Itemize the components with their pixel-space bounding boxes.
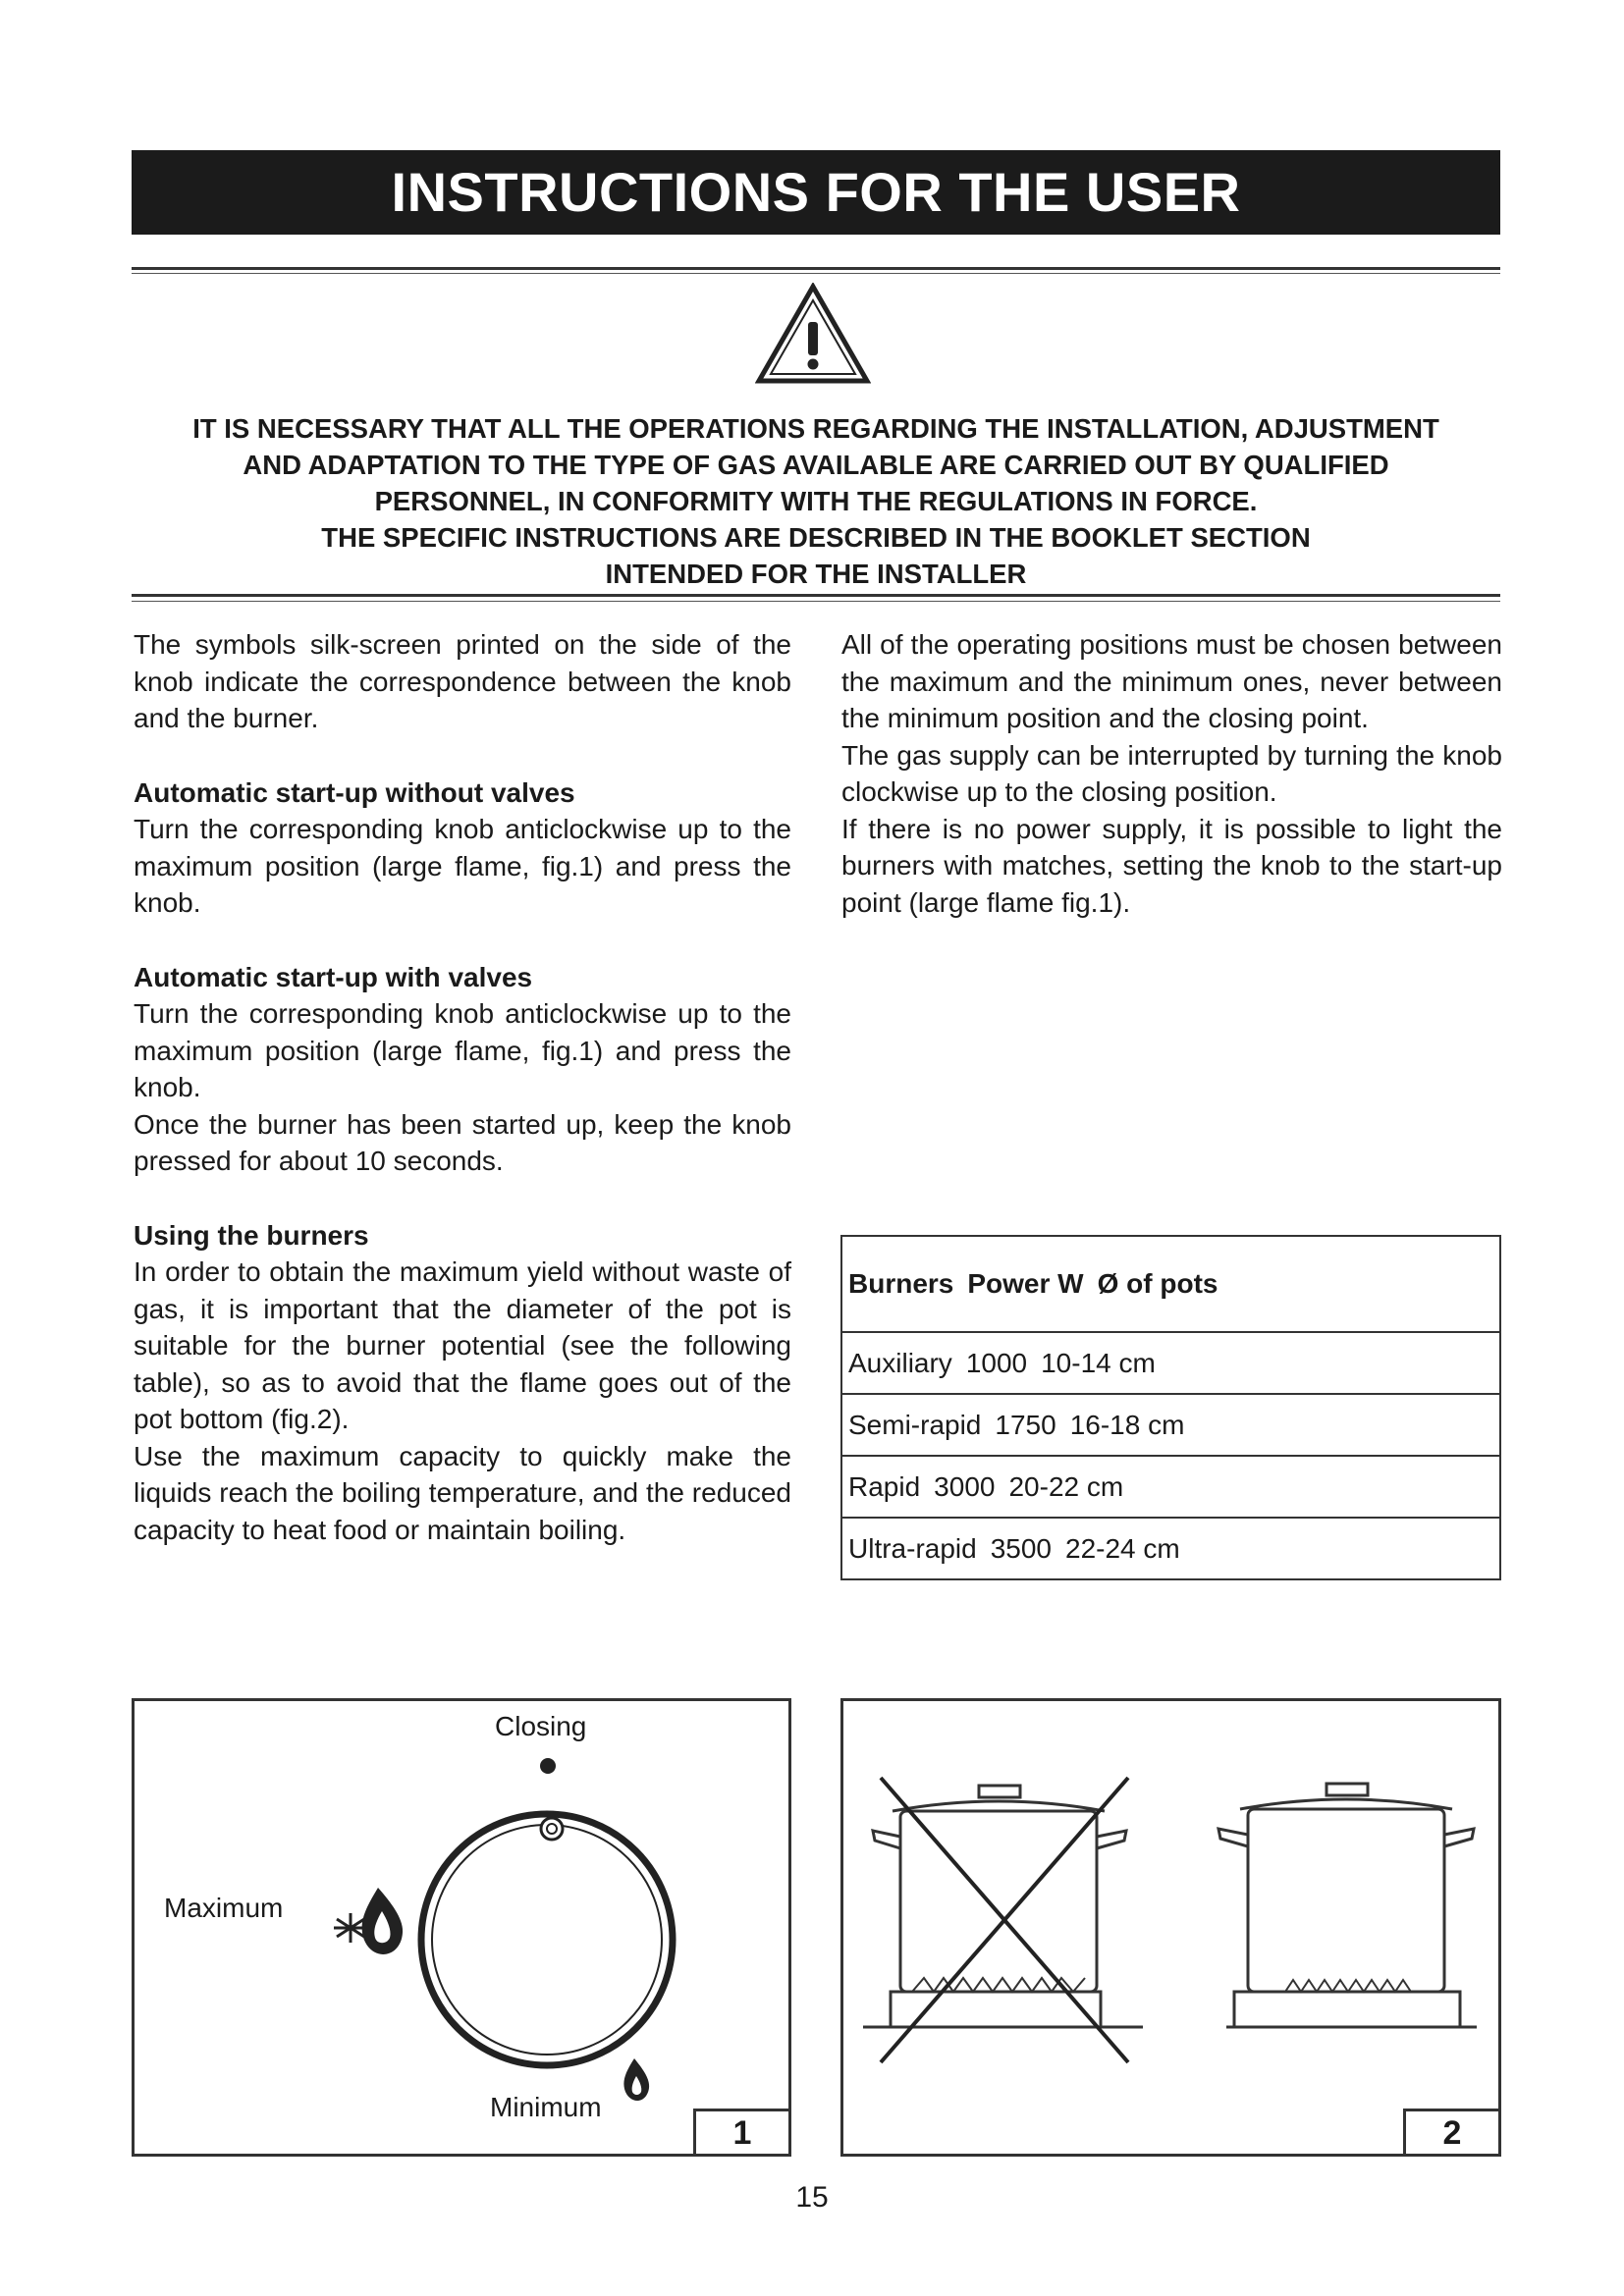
figure-1-knob [132,1698,791,2157]
figure-number-2: 2 [1403,2109,1501,2157]
right-paragraph-2: The gas supply can be interrupted by turning the knob clockwise up to the closing position. [841,739,1502,807]
knob-outer-ring [421,1814,673,2065]
notice-line-2: AND ADAPTATION TO THE TYPE OF GAS AVAILABLE ARE CARRIED OUT BY QUALIFIED [243,450,1389,480]
notice-line-5: INTENDED FOR THE INSTALLER [605,559,1027,589]
burner-name: Semi-rapid [848,1409,982,1440]
burner-power: 3500 [990,1532,1052,1564]
burner-power: 1000 [965,1347,1028,1378]
spark-icon [334,1913,367,1943]
table-row [841,1456,1500,1518]
section-text-using-burners-2: Use the maximum capacity to quickly make the liquids reach the boiling temperature, and the reduced capacity to heat food or maintain boiling. [134,1440,791,1545]
pot-diameter: 22-24 cm [1065,1532,1180,1564]
pot-diameter: 16-18 cm [1069,1409,1185,1440]
burner-name: Ultra-rapid [848,1532,977,1564]
divider-mid-thin [132,601,1500,602]
intro-paragraph: The symbols silk-screen printed on the side of the knob indicate the correspondence between the knob and the burner. [134,629,791,733]
table-header-cell [841,1236,1500,1332]
figure-number-1: 1 [693,2109,791,2157]
safety-notice [132,410,1500,592]
header-burners: Burners [848,1268,954,1299]
table-row [841,1332,1500,1394]
correct-pot-icon [1218,1784,1477,2027]
notice-line-3: PERSONNEL, IN CONFORMITY WITH THE REGULATIONS IN FORCE. [374,486,1258,516]
burner-name: Rapid [848,1470,921,1502]
header-pot-diameter: Ø of pots [1097,1268,1218,1299]
burner-power: 1750 [995,1409,1056,1440]
header-power: Power W [967,1268,1084,1299]
label-minimum: Minimum [490,2092,602,2122]
burner-name: Auxiliary [848,1347,952,1378]
section-title-without-valves: Automatic start-up without valves [134,776,575,808]
page-title: INSTRUCTIONS FOR THE USER [132,150,1500,235]
label-closing: Closing [495,1711,587,1741]
section-title-using-burners: Using the burners [134,1219,369,1251]
right-paragraph-3: If there is no power supply, it is possible to light the burners with matches, setting the knob to the start-up point (large flame fig.1). [841,813,1502,918]
table-row [841,1518,1500,1579]
cross-out-icon [881,1778,1128,2062]
pots-drawing [843,1701,1498,2154]
burner-power: 3000 [934,1470,996,1502]
section-text-with-valves-1: Turn the corresponding knob anticlockwise up to the maximum position (large flame, fig.1) and press the knob. [134,998,791,1102]
right-column [841,626,1502,921]
large-flame-icon [362,1888,403,1954]
section-title-with-valves: Automatic start-up with valves [134,961,533,992]
divider-mid [132,594,1500,597]
section-text-using-burners-1: In order to obtain the maximum yield without waste of gas, it is important that the diameter of the pot is suitable for the burner potential (see the following table), so as to avoid that the flame goes out of the pot bottom (fig.2). [134,1256,791,1434]
burners-table [840,1235,1501,1580]
warning-triangle-icon [755,283,871,385]
pot-diameter: 20-22 cm [1008,1470,1124,1502]
closing-dot-icon [540,1758,556,1774]
left-column [134,626,791,1548]
notice-line-4: THE SPECIFIC INSTRUCTIONS ARE DESCRIBED IN THE BOOKLET SECTION [321,522,1311,553]
label-maximum: Maximum [164,1893,284,1923]
divider-top [132,267,1500,270]
knob-drawing [135,1701,788,2154]
pot-diameter: 10-14 cm [1041,1347,1156,1378]
right-paragraph-1: All of the operating positions must be chosen between the maximum and the minimum ones, never between the minimum position and the closing point. [841,629,1502,733]
table-header-row [841,1236,1500,1332]
notice-line-1: IT IS NECESSARY THAT ALL THE OPERATIONS REGARDING THE INSTALLATION, ADJUSTMENT [192,413,1439,444]
table-row [841,1394,1500,1456]
figure-2-pots [840,1698,1501,2157]
knob-inner-ring [432,1825,662,2055]
divider-top-thin [132,273,1500,274]
page-number: 15 [795,2181,829,2214]
wrong-pot-icon [863,1786,1143,2027]
section-text-without-valves: Turn the corresponding knob anticlockwise up to the maximum position (large flame, fig.1) and press the knob. [134,814,791,918]
small-flame-icon [623,2058,649,2101]
section-text-with-valves-2: Once the burner has been started up, keep the knob pressed for about 10 seconds. [134,1108,791,1176]
knob-indicator-icon [541,1818,563,1840]
